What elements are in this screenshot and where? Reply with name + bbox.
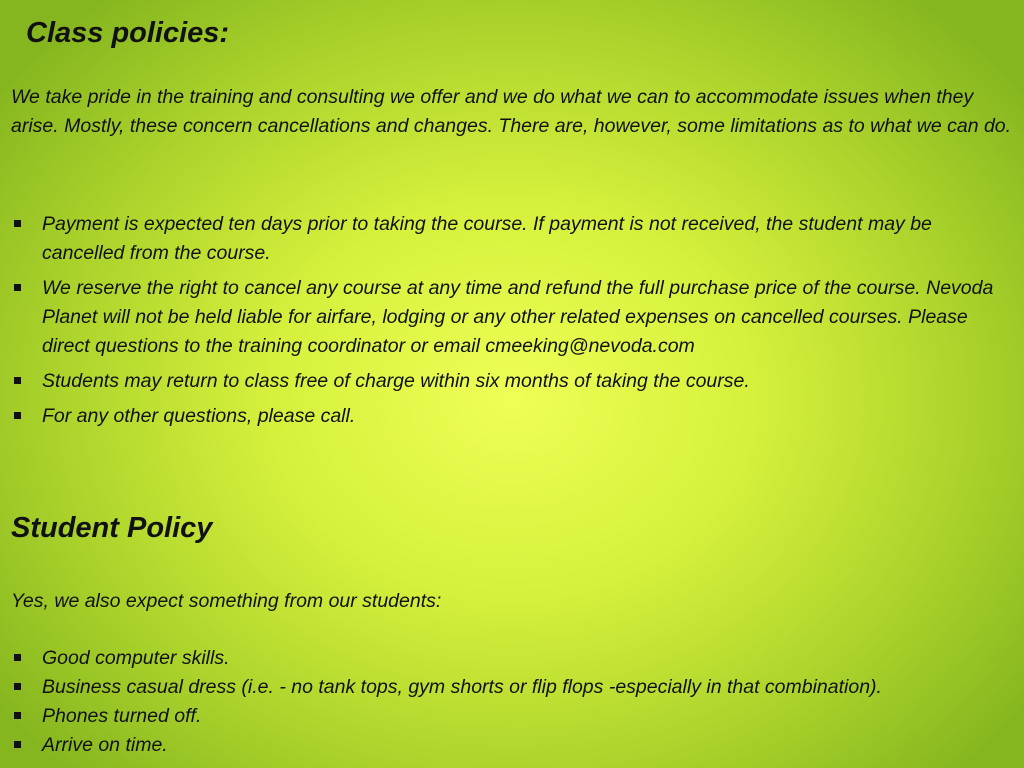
square-bullet-icon [14,377,21,384]
student-policy-title: Student Policy [11,512,213,544]
square-bullet-icon [14,412,21,419]
list-item-text: We reserve the right to cancel any course at any time and refund the full purchase price of the course. Nevoda Planet will not be held liable for airfare, lodging or any other related expenses on cancelled courses. Please direct questions to the training coordinator or email cmeeking@nevoda.com [42,277,994,357]
student-policy-intro: Yes, we also expect something from our students: [11,590,442,612]
list-item-text: Business casual dress (i.e. - no tank tops, gym shorts or flip flops -especially in that combination). [42,676,882,698]
list-item-text: Good computer skills. [42,647,230,669]
list-item [11,274,1001,361]
list-item [11,644,1001,673]
square-bullet-icon [14,284,21,291]
list-item-text: Students may return to class free of charge within six months of taking the course. [42,370,750,392]
list-item-text: Payment is expected ten days prior to taking the course. If payment is not received, the student may be cancelled from the course. [42,213,932,264]
list-item-text: For any other questions, please call. [42,405,356,427]
class-policies-title: Class policies: [26,17,230,49]
class-policies-intro: We take pride in the training and consulting we offer and we do what we can to accommodate issues when they arise. Mostly, these concern cancellations and changes. There are, however, some limitations as to what we can do. [11,86,1012,137]
square-bullet-icon [14,654,21,661]
square-bullet-icon [14,741,21,748]
list-item [11,673,1001,702]
square-bullet-icon [14,683,21,690]
square-bullet-icon [14,712,21,719]
list-item [11,702,1001,731]
list-item [11,367,1001,396]
list-item [11,210,1001,268]
list-item-text: Phones turned off. [42,705,202,727]
class-policies-list [11,210,1001,437]
list-item-text: Arrive on time. [42,734,168,756]
list-item [11,731,1001,760]
student-policy-list [11,644,1001,760]
square-bullet-icon [14,220,21,227]
list-item [11,402,1001,431]
